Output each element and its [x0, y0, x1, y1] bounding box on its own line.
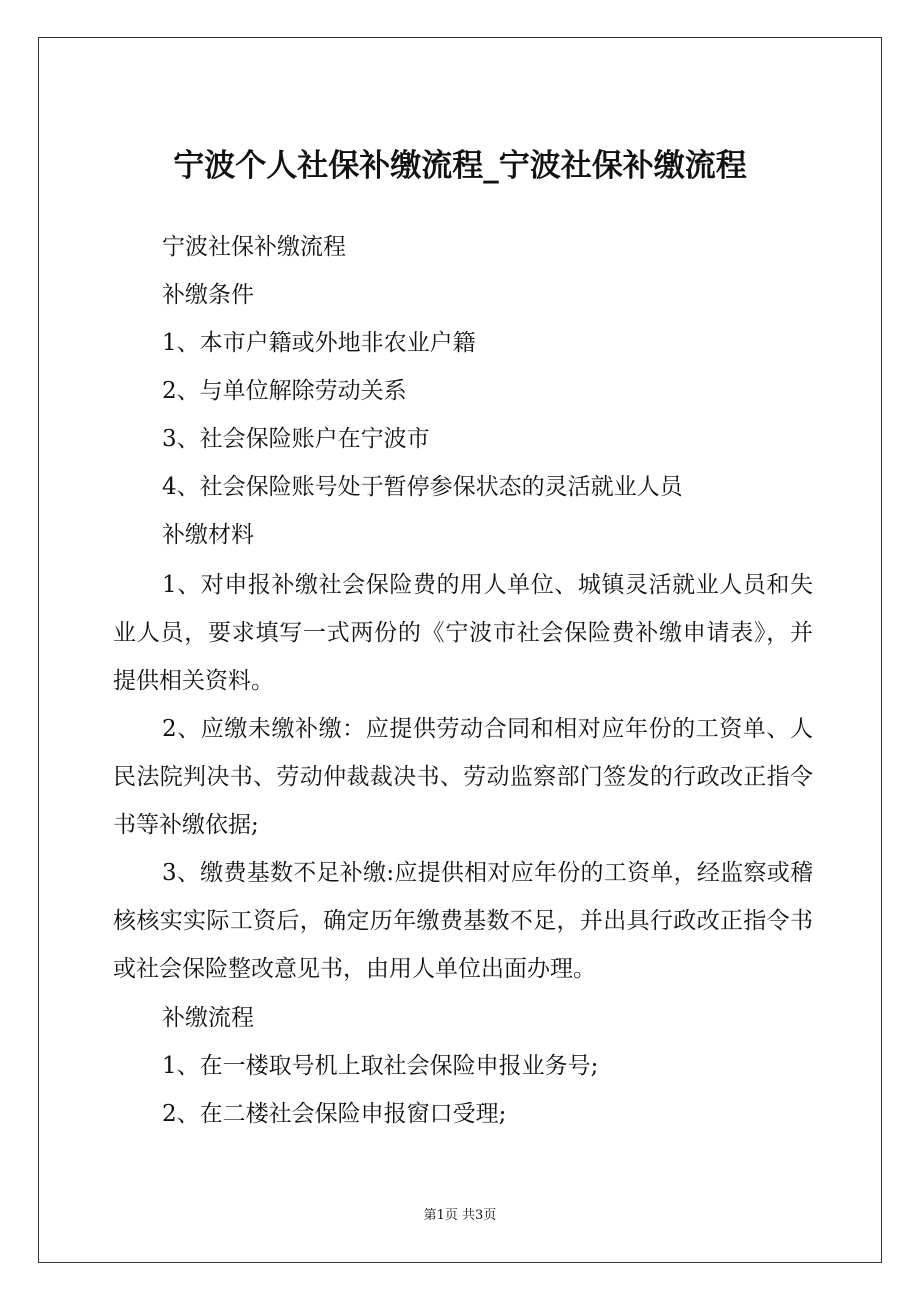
process-item: 2、在二楼社会保险申报窗口受理;: [162, 1101, 507, 1127]
condition-item: 1、本市户籍或外地非农业户籍: [162, 330, 476, 356]
material-paragraph: 3、缴费基数不足补缴:应提供相对应年份的工资单，经监察或稽核核实实际工资后，确定历年缴费基数不足，并出具行政改正指令书或社会保险整改意见书，由用人单位出面办理。: [113, 860, 813, 982]
condition-item: 3、社会保险账户在宁波市: [162, 426, 430, 452]
page-footer: 第1页 共3页: [423, 1208, 497, 1223]
document-title: 宁波个人社保补缴流程_宁波社保补缴流程: [173, 148, 747, 184]
material-paragraph: 1、对申报补缴社会保险费的用人单位、城镇灵活就业人员和失业人员，要求填写一式两份的《宁波市社会保险费补缴申请表》，并提供相关资料。: [113, 572, 813, 694]
process-heading: 补缴流程: [162, 1005, 254, 1031]
materials-heading: 补缴材料: [162, 522, 254, 548]
section-subtitle: 宁波社保补缴流程: [162, 234, 346, 260]
condition-item: 2、与单位解除劳动关系: [162, 378, 407, 404]
material-paragraph: 2、应缴未缴补缴：应提供劳动合同和相对应年份的工资单、人民法院判决书、劳动仲裁裁决书、劳动监察部门签发的行政改正指令书等补缴依据;: [113, 716, 813, 838]
conditions-heading: 补缴条件: [162, 282, 254, 308]
process-item: 1、在一楼取号机上取社会保险申报业务号;: [162, 1053, 599, 1079]
condition-item: 4、社会保险账号处于暂停参保状态的灵活就业人员: [162, 474, 683, 500]
